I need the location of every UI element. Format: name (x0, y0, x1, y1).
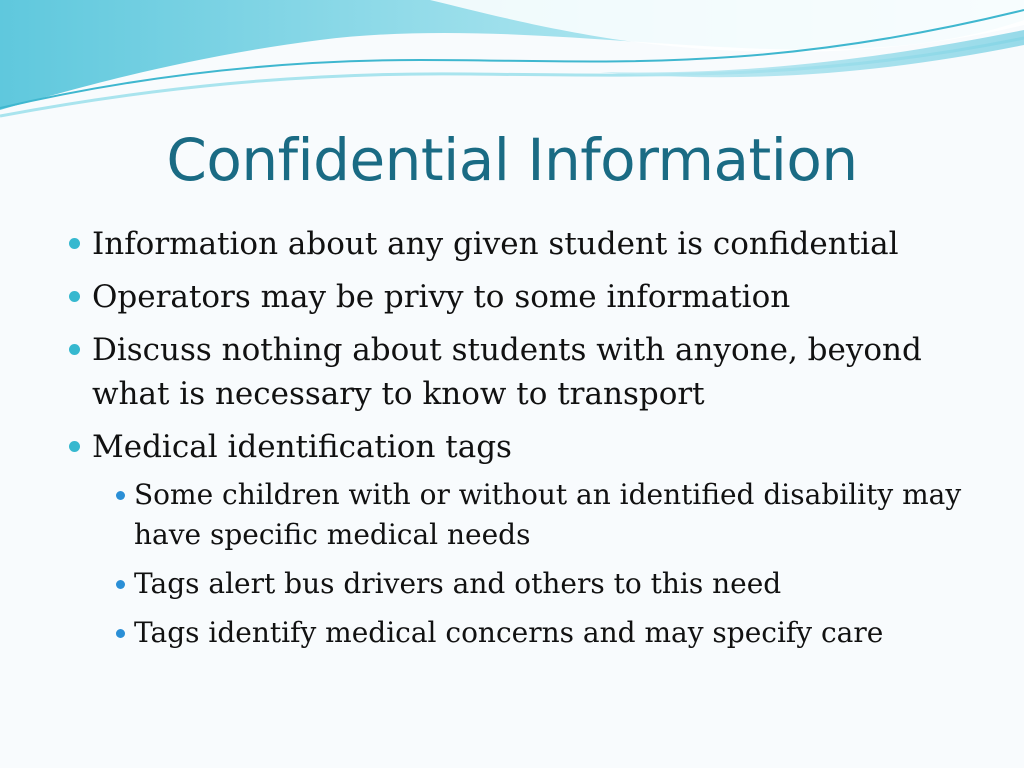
bullet-item (62, 328, 962, 416)
sub-bullet-item (92, 564, 962, 604)
sub-bullet-dot-icon (116, 580, 125, 589)
bullet-text: Discuss nothing about students with anyone, beyond what is necessary to know to transport (92, 332, 922, 412)
sub-bullet-text: Tags identify medical concerns and may specify care (134, 616, 884, 649)
sub-bullet-text: Tags alert bus drivers and others to this need (134, 567, 782, 600)
sub-bullet-text: Some children with or without an identified disability may have specific medical needs (134, 478, 962, 551)
sub-bullet-item (92, 613, 962, 653)
bullet-item (62, 425, 962, 653)
sub-bullet-dot-icon (116, 491, 125, 500)
slide-title: Confidential Information (166, 126, 858, 194)
bullet-content (62, 222, 962, 662)
sub-bullet-dot-icon (116, 629, 125, 638)
header-wave-decoration (0, 0, 1024, 130)
bullet-dot-icon (69, 344, 80, 355)
bullet-item (62, 275, 962, 319)
bullet-text: Operators may be privy to some information (92, 279, 791, 315)
bullet-list (62, 222, 962, 653)
bullet-text: Medical identification tags (92, 429, 512, 465)
bullet-text: Information about any given student is confidential (92, 226, 899, 262)
bullet-dot-icon (69, 441, 80, 452)
bullet-dot-icon (69, 291, 80, 302)
sub-bullet-item (92, 475, 962, 555)
bullet-item (62, 222, 962, 266)
bullet-dot-icon (69, 238, 80, 249)
sub-bullet-list (92, 475, 962, 653)
